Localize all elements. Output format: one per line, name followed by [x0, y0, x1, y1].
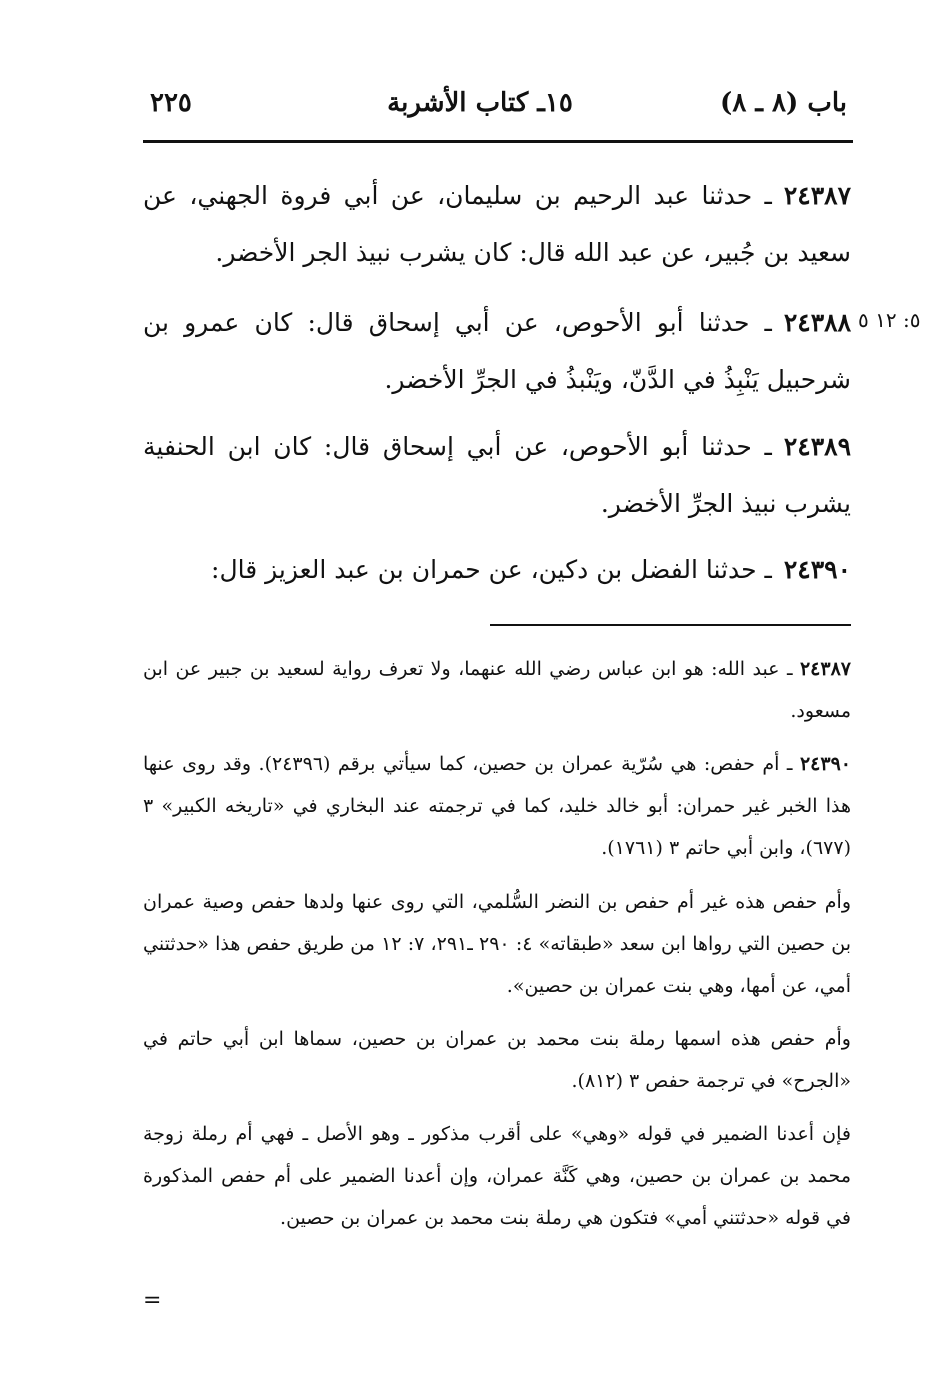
footnote-text: ـ عبد الله: هو ابن عباس رضي الله عنهما، ولا تعرف رواية لسعيد بن جبير عن ابن مسعود. [143, 658, 851, 722]
hadith-text: ـ حدثنا أبو الأحوص، عن أبي إسحاق قال: كان عمرو بن شرحبيل يَنْبِذُ في الدَّنّ، ويَنْبذُ في الجرِّ الأخضر. [143, 308, 851, 394]
footnote-text: فإن أعدنا الضمير في قوله «وهي» على أقرب مذكور ـ وهو الأصل ـ فهي أم رملة زوجة محمد بن عمران بن حصين، وهي كَنَّة عمران، وإن أعدنا الضمير على أم حفص المذكورة في قوله «حدثتني أمي» فتكون هي رملة بنت محمد بن عمران بن حصين. [143, 1123, 851, 1229]
footnote-number: ٢٤٣٨٧ [799, 658, 851, 680]
footnote-paragraph [143, 1018, 851, 1102]
hadith-24387 [143, 167, 851, 281]
footnote-divider [490, 624, 851, 626]
margin-reference: ٥: ١٢ ٥ [858, 308, 921, 332]
continuation-mark: = [143, 1288, 162, 1313]
hadith-number: ٢٤٣٨٧ [783, 181, 851, 210]
footnote-paragraph [143, 1113, 851, 1239]
footnote-number: ٢٤٣٩٠ [799, 753, 851, 775]
footnote-paragraph [143, 881, 851, 1007]
footnote-text: ـ أم حفص: هي سُرّية عمران بن حصين، كما سيأتي برقم (٢٤٣٩٦). وقد روى عنها هذا الخبر غير حمران: أبو خالد خليد، كما في ترجمته عند البخاري في «تاريخه الكبير» ٣ (٦٧٧)، وابن أبي حاتم ٣ (١٧٦١). [143, 753, 851, 859]
hadith-number: ٢٤٣٩٠ [783, 555, 851, 584]
chapter-title: ١٥ـ كتاب الأشربة [387, 88, 573, 118]
hadith-24389 [143, 418, 851, 532]
section-title: باب (٨ ـ ٨) [720, 88, 847, 118]
hadith-number: ٢٤٣٨٩ [783, 432, 851, 461]
header-divider [143, 140, 853, 143]
footnote-text: وأم حفص هذه غير أم حفص بن النضر السُّلمي، التي روى عنها ولدها حفص وصية عمران بن حصين التي رواها ابن سعد «طبقاته» ٤: ٢٩٠ ـ٢٩١، ٧: ١٢ من طريق حفص هذا «حدثتني أمي، عن أمها، وهي بنت عمران بن حصين». [143, 891, 851, 997]
hadith-text: ـ حدثنا الفضل بن دكين، عن حمران بن عبد العزيز قال: [211, 555, 772, 584]
footnote-text: وأم حفص هذه اسمها رملة بنت محمد بن عمران بن حصين، سماها ابن أبي حاتم في «الجرح» في ترجمة حفص ٣ (٨١٢). [143, 1028, 851, 1092]
hadith-number: ٢٤٣٨٨ [783, 308, 851, 337]
page-number: ٢٢٥ [150, 88, 192, 118]
hadith-24390 [143, 541, 851, 598]
hadith-24388 [143, 294, 851, 408]
footnote-24387 [143, 648, 851, 732]
hadith-text: ـ حدثنا عبد الرحيم بن سليمان، عن أبي فروة الجهني، عن سعيد بن جُبير، عن عبد الله قال: كان يشرب نبيذ الجر الأخضر. [143, 181, 851, 267]
hadith-text: ـ حدثنا أبو الأحوص، عن أبي إسحاق قال: كان ابن الحنفية يشرب نبيذ الجرِّ الأخضر. [143, 432, 851, 518]
footnote-24390 [143, 743, 851, 869]
